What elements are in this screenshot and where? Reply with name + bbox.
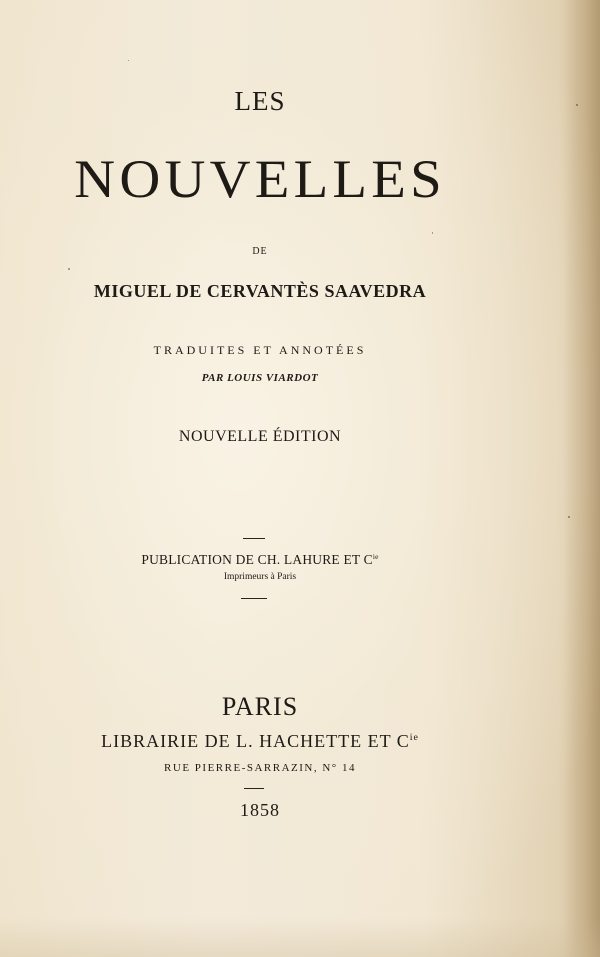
publisher-line xyxy=(0,731,520,752)
title-prefix: LES xyxy=(234,86,286,116)
publication-year: 1858 xyxy=(240,800,280,820)
divider-rule xyxy=(241,598,267,599)
book-title: NOUVELLES xyxy=(74,149,446,209)
paper-speck xyxy=(568,516,570,518)
paper-speck xyxy=(432,232,433,234)
translator-name: PAR LOUIS VIARDOT xyxy=(201,372,319,384)
paper-speck xyxy=(68,268,70,270)
page-edge-shadow xyxy=(564,0,600,957)
translation-note: TRADUITES ET ANNOTÉES xyxy=(153,343,367,357)
title-connector: DE xyxy=(252,246,268,257)
publication-line xyxy=(0,552,520,568)
edition-label: NOUVELLE ÉDITION xyxy=(178,428,342,445)
author-name: MIGUEL DE CERVANTÈS SAAVEDRA xyxy=(93,281,427,301)
publisher-superscript: ie xyxy=(409,732,419,744)
printers-line: Imprimeurs à Paris xyxy=(223,572,297,582)
publication-superscript: ie xyxy=(372,551,379,561)
publisher-text: LIBRAIRIE DE L. HACHETTE ET C xyxy=(101,731,410,751)
publication-text: PUBLICATION DE CH. LAHURE ET C xyxy=(141,552,373,567)
page-bottom-fade xyxy=(0,917,600,957)
divider-rule xyxy=(244,788,264,789)
imprint-city: PARIS xyxy=(221,692,299,721)
paper-speck xyxy=(128,60,129,61)
divider-rule xyxy=(243,538,265,539)
publisher-address: RUE PIERRE-SARRAZIN, N° 14 xyxy=(164,762,356,774)
paper-speck xyxy=(576,104,578,106)
